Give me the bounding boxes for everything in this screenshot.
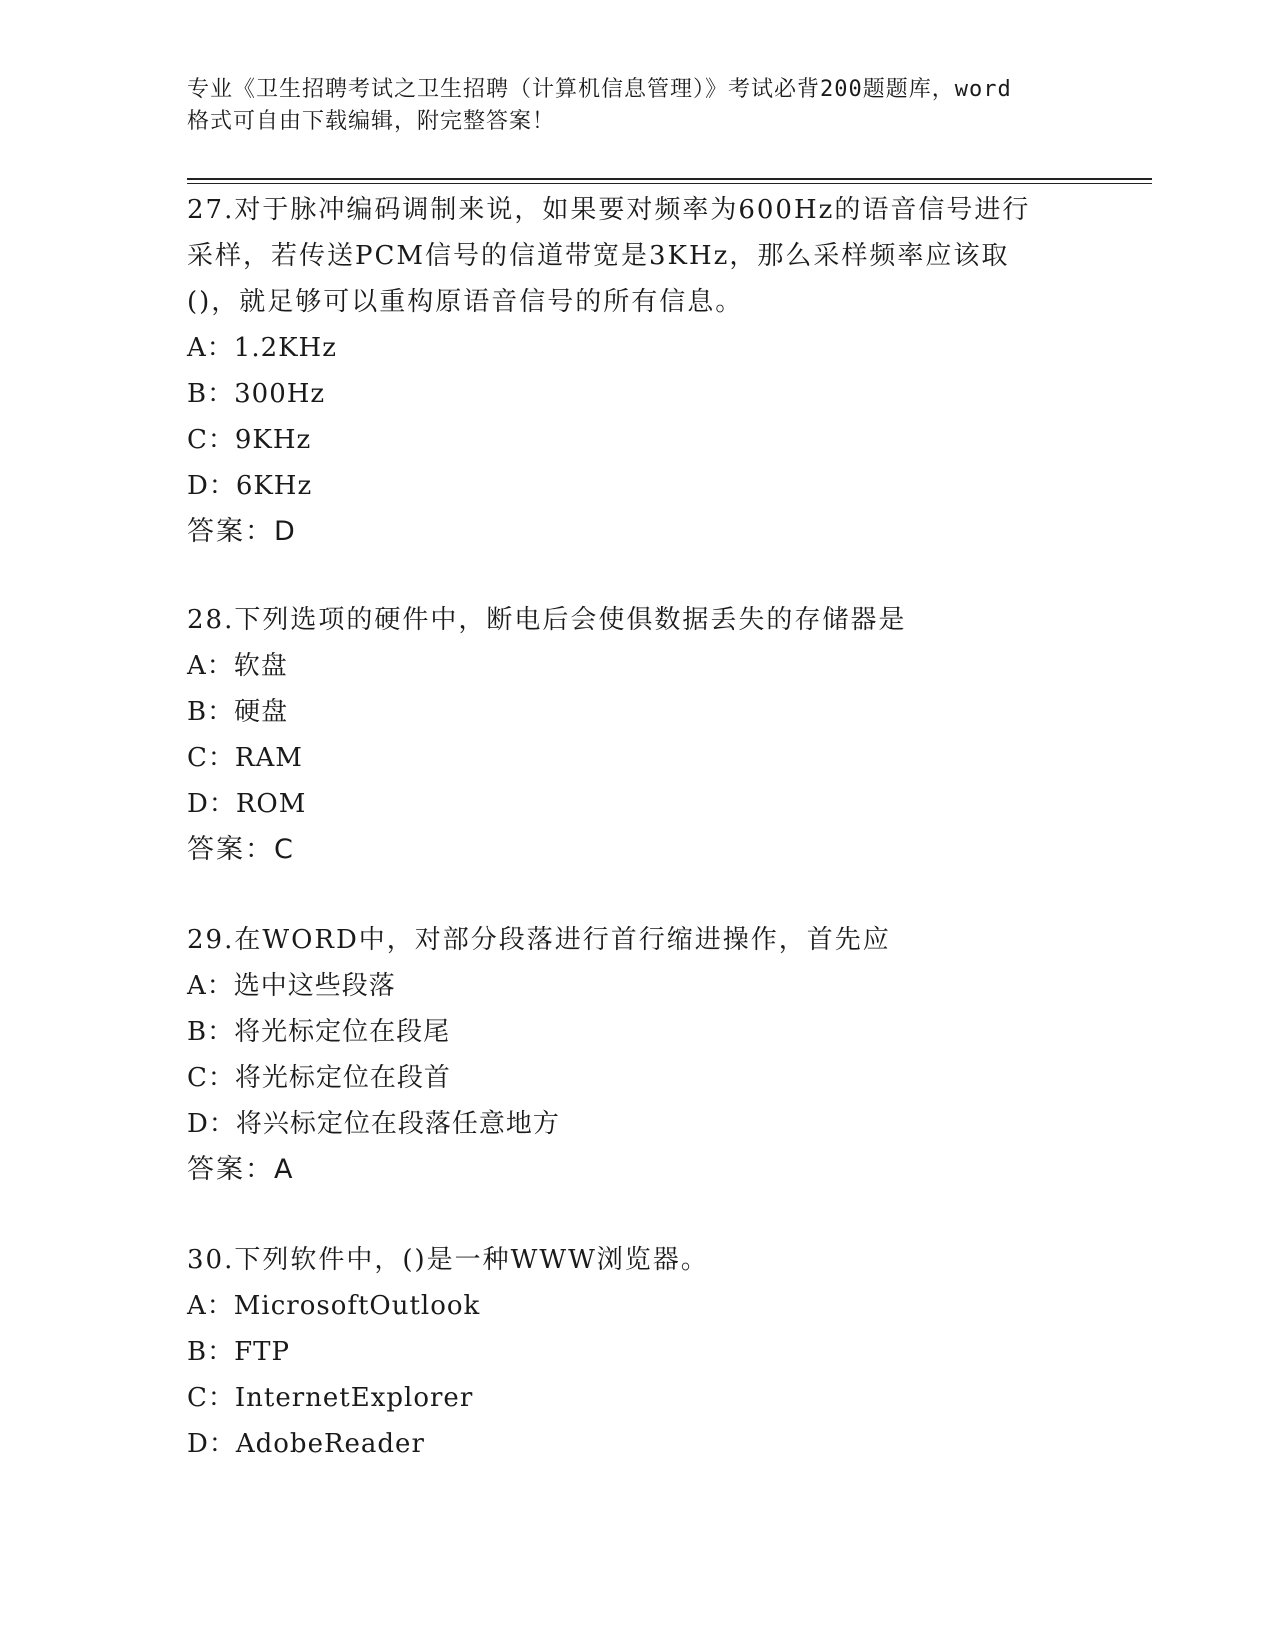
header-line-1: 专业《卫生招聘考试之卫生招聘（计算机信息管理）》考试必背200题题库，word (187, 77, 1012, 102)
question-stem: 28.下列选项的硬件中，断电后会使俱数据丢失的存储器是 (187, 605, 907, 635)
answer-line: 答案：A (187, 1154, 295, 1185)
question-stem: 27.对于脉冲编码调制来说，如果要对频率为600Hz的语音信号进行采样，若传送PCM信号的信道带宽是3KHz，那么采样频率应该取()，就足够可以重构原语音信号的所有信息。 (187, 195, 1031, 317)
option-a: A：MicrosoftOutlook (187, 1291, 481, 1321)
header-divider (187, 178, 1152, 180)
answer-line: 答案：C (187, 834, 295, 865)
question-29 (187, 917, 1087, 1193)
question-27 (187, 187, 1087, 555)
option-d: D：AdobeReader (187, 1429, 425, 1459)
option-c: C：RAM (187, 743, 303, 773)
option-b: B：FTP (187, 1337, 290, 1367)
answer-line: 答案：D (187, 516, 297, 547)
question-stem: 29.在WORD中，对部分段落进行首行缩进操作，首先应 (187, 925, 891, 955)
document-header (187, 74, 1087, 138)
option-c: C：9KHz (187, 425, 312, 455)
question-28 (187, 597, 1087, 873)
option-a: A：选中这些段落 (187, 971, 396, 1001)
option-a: A：软盘 (187, 651, 288, 681)
option-c: C：将光标定位在段首 (187, 1063, 451, 1093)
option-a: A：1.2KHz (187, 333, 337, 363)
header-line-2: 格式可自由下载编辑，附完整答案！ (187, 109, 556, 134)
question-stem: 30.下列软件中，()是一种WWW浏览器。 (187, 1245, 709, 1275)
option-d: D：ROM (187, 789, 307, 819)
option-b: B：将光标定位在段尾 (187, 1017, 451, 1047)
question-30 (187, 1237, 1087, 1467)
option-d: D：6KHz (187, 471, 313, 501)
option-b: B：300Hz (187, 379, 326, 409)
option-b: B：硬盘 (187, 697, 289, 727)
option-d: D：将兴标定位在段落任意地方 (187, 1109, 560, 1139)
header-divider-thin (187, 183, 1152, 184)
option-c: C：InternetExplorer (187, 1383, 474, 1413)
